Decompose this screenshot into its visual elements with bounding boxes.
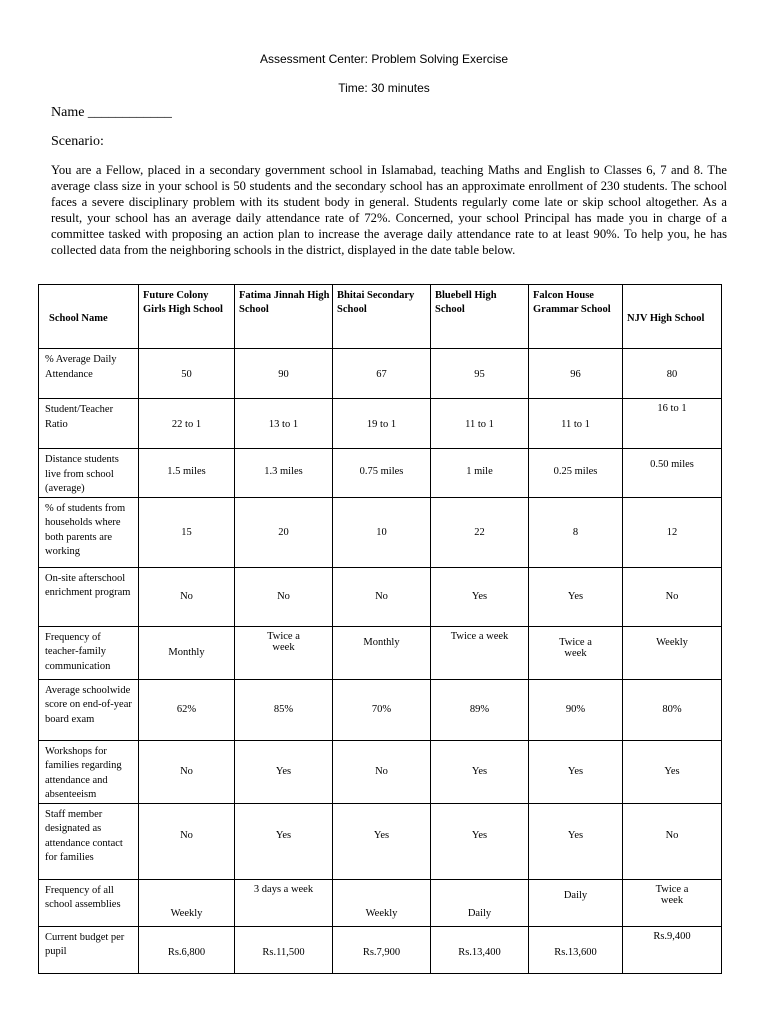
table-row <box>39 679 722 740</box>
table-row <box>39 740 722 803</box>
scenario-paragraph: You are a Fellow, placed in a secondary government school in Islamabad, teaching Maths and English to Classes 6, 7 and 8. The average class size in your school is 50 students and the secondary school has an approximate enrollment of 230 students. The school faces a severe disciplinary problem with its student body in general. Students regularly come late or skip school altogether. As a result, your school has an average daily attendance rate of 72%. Concerned, your school Principal has made you in charge of a committee tasked with proposing an action plan to increase the average daily attendance rate to at least 90%. To help you, he has collected data from the neighboring schools in the district, displayed in the date table below. <box>51 163 727 258</box>
table-row <box>39 567 722 626</box>
row-label: Staff member designated as attendance contact for families <box>39 803 139 879</box>
table-cell: Monthly <box>333 626 431 679</box>
school-header: Fatima Jinnah High School <box>235 285 333 349</box>
table-cell: 11 to 1 <box>431 399 529 449</box>
table-cell: Yes <box>235 740 333 803</box>
table-row <box>39 497 722 567</box>
table-cell: Yes <box>529 567 623 626</box>
school-header: Bhitai Secondary School <box>333 285 431 349</box>
table-cell: 1.5 miles <box>139 449 235 498</box>
table-cell: Monthly <box>139 626 235 679</box>
table-cell: Weekly <box>139 879 235 926</box>
table-cell: 13 to 1 <box>235 399 333 449</box>
table-cell: Daily <box>529 879 623 926</box>
table-cell: 70% <box>333 679 431 740</box>
table-row <box>39 879 722 926</box>
table-cell: Yes <box>235 803 333 879</box>
row-label: Frequency of all school assemblies <box>39 879 139 926</box>
table-row <box>39 626 722 679</box>
table-cell: Yes <box>431 803 529 879</box>
table-cell: No <box>139 803 235 879</box>
table-row <box>39 926 722 973</box>
table-cell: 10 <box>333 497 431 567</box>
table-cell: Rs.6,800 <box>139 926 235 973</box>
table-cell: 80 <box>623 349 722 399</box>
table-cell: 96 <box>529 349 623 399</box>
table-cell: Twice a week <box>529 626 623 679</box>
table-row <box>39 803 722 879</box>
table-cell: Twice a week <box>431 626 529 679</box>
table-cell: 19 to 1 <box>333 399 431 449</box>
table-cell: No <box>623 567 722 626</box>
table-cell: Yes <box>333 803 431 879</box>
school-header: Bluebell High School <box>431 285 529 349</box>
table-row <box>39 399 722 449</box>
table-cell: 20 <box>235 497 333 567</box>
table-cell: 80% <box>623 679 722 740</box>
table-cell: No <box>623 803 722 879</box>
table-header-row <box>39 285 722 349</box>
row-label: Distance students live from school (average) <box>39 449 139 498</box>
table-cell: Rs.13,600 <box>529 926 623 973</box>
table-cell: 0.50 miles <box>623 449 722 498</box>
table-cell: Weekly <box>623 626 722 679</box>
table-cell: 90 <box>235 349 333 399</box>
table-cell: 1 mile <box>431 449 529 498</box>
table-cell: 0.25 miles <box>529 449 623 498</box>
table-cell: 8 <box>529 497 623 567</box>
table-cell: Rs.9,400 <box>623 926 722 973</box>
table-cell: 85% <box>235 679 333 740</box>
table-cell: 15 <box>139 497 235 567</box>
table-row <box>39 349 722 399</box>
table-cell: 50 <box>139 349 235 399</box>
row-label: Current budget per pupil <box>39 926 139 973</box>
table-cell: Rs.7,900 <box>333 926 431 973</box>
row-label: Student/Teacher Ratio <box>39 399 139 449</box>
table-cell: 90% <box>529 679 623 740</box>
table-cell: Twice a week <box>623 879 722 926</box>
table-cell: 16 to 1 <box>623 399 722 449</box>
table-cell: Yes <box>529 803 623 879</box>
table-cell: 0.75 miles <box>333 449 431 498</box>
table-cell: Yes <box>431 567 529 626</box>
table-cell: Yes <box>623 740 722 803</box>
row-label: % of students from households where both parents are working <box>39 497 139 567</box>
table-cell: 22 <box>431 497 529 567</box>
row-label: Frequency of teacher-family communication <box>39 626 139 679</box>
table-cell: 11 to 1 <box>529 399 623 449</box>
table-cell: Weekly <box>333 879 431 926</box>
row-label: % Average Daily Attendance <box>39 349 139 399</box>
table-cell: Daily <box>431 879 529 926</box>
table-cell: Rs.11,500 <box>235 926 333 973</box>
school-header: NJV High School <box>623 285 722 349</box>
table-cell: 3 days a week <box>235 879 333 926</box>
row-label: Workshops for families regarding attendance and absenteeism <box>39 740 139 803</box>
table-cell: 22 to 1 <box>139 399 235 449</box>
table-corner-header: School Name <box>39 285 139 349</box>
table-cell: Yes <box>431 740 529 803</box>
table-cell: 12 <box>623 497 722 567</box>
time-limit: Time: 30 minutes <box>338 81 430 95</box>
school-data-table <box>38 284 722 974</box>
row-label: On-site afterschool enrichment program <box>39 567 139 626</box>
document-title: Assessment Center: Problem Solving Exercise <box>259 52 509 66</box>
table-cell: Rs.13,400 <box>431 926 529 973</box>
table-cell: 1.3 miles <box>235 449 333 498</box>
table-cell: 89% <box>431 679 529 740</box>
table-cell: No <box>235 567 333 626</box>
row-label: Average schoolwide score on end-of-year board exam <box>39 679 139 740</box>
table-cell: No <box>333 567 431 626</box>
table-cell: No <box>139 740 235 803</box>
table-row <box>39 449 722 498</box>
table-cell: 62% <box>139 679 235 740</box>
table-cell: Yes <box>529 740 623 803</box>
school-header: Falcon House Grammar School <box>529 285 623 349</box>
name-field-label: Name ____________ <box>51 105 172 120</box>
table-cell: 67 <box>333 349 431 399</box>
table-cell: No <box>333 740 431 803</box>
school-header: Future Colony Girls High School <box>139 285 235 349</box>
table-cell: Twice a week <box>235 626 333 679</box>
scenario-heading: Scenario: <box>51 134 104 149</box>
table-cell: No <box>139 567 235 626</box>
table-cell: 95 <box>431 349 529 399</box>
